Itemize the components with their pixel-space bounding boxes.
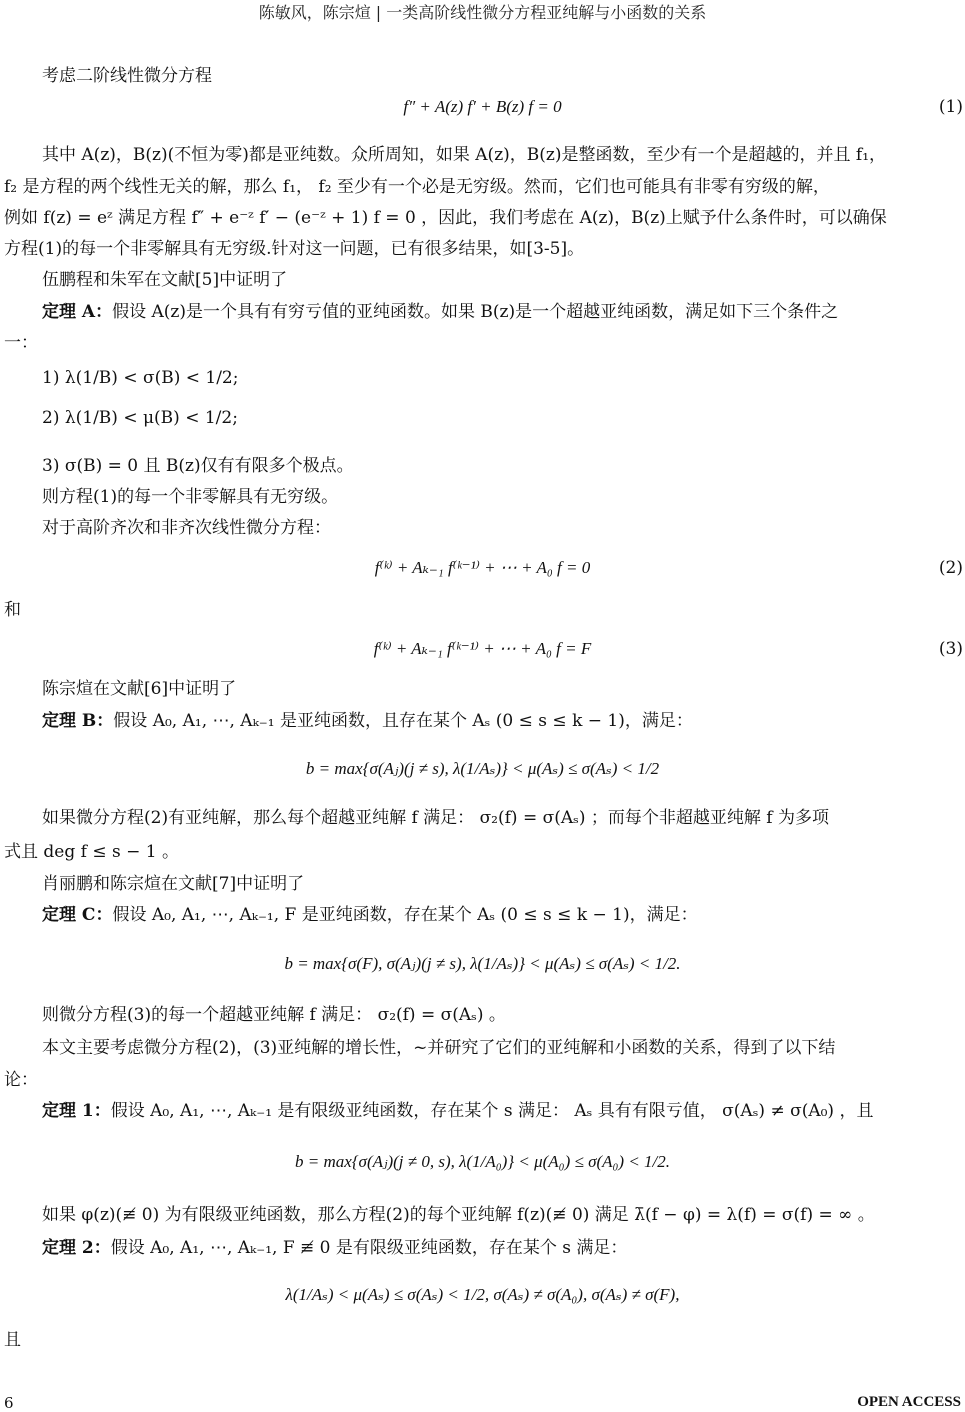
- text-line: [4, 1328, 961, 1352]
- line-text: 假设 A(z)是一个具有有穷亏值的亚纯函数。如果 B(z)是一个超越亚纯函数，满足如下三个条件之: [112, 302, 839, 322]
- line-text: 1) λ(1/B) < σ(B) < 1/2;: [42, 368, 239, 388]
- display-equation: f⁽ᵏ⁾ + Aₖ₋₁ f⁽ᵏ⁻¹⁾ + ⋯ + A₀ f = F: [373, 639, 592, 658]
- text-line: [4, 1099, 961, 1123]
- line-text: 本文主要考虑微分方程(2)，(3)亚纯解的增长性，~并研究了它们的亚纯解和小函数的关系，得到了以下结: [42, 1038, 836, 1058]
- text-line: [4, 143, 961, 167]
- theorem-label: 定理 2：: [42, 1238, 111, 1258]
- display-equation: f″ + A(z) f′ + B(z) f = 0: [403, 97, 562, 116]
- text-line: [4, 366, 961, 390]
- text-line: [4, 175, 961, 199]
- text-line: [4, 1068, 961, 1092]
- line-text: 则微分方程(3)的每一个超越亚纯解 f 满足： σ₂(f) = σ(Aₛ) 。: [42, 1005, 506, 1025]
- line-text: 假设 A₀, A₁, ⋯, Aₖ₋₁, F ≢ 0 是有限级亚纯函数，存在某个 s 满足：: [110, 1238, 628, 1258]
- text-line: [4, 872, 961, 896]
- display-equation: b = max{σ(Aⱼ)(j ≠ 0, s), λ(1/A₀)} < μ(A₀) ≤ σ(A₀) < 1/2.: [294, 1152, 671, 1171]
- text-line: [4, 598, 961, 622]
- line-text: 式且 deg f ≤ s − 1 。: [4, 842, 179, 862]
- line-text: 一：: [4, 333, 38, 353]
- text-line: [4, 64, 961, 88]
- page-number: 6: [4, 1394, 14, 1412]
- theorem-label: 定理 B：: [42, 711, 114, 731]
- line-text: 对于高阶齐次和非齐次线性微分方程：: [42, 518, 331, 538]
- running-header: 陈敏风，陈宗煊 | 一类高阶线性微分方程亚纯解与小函数的关系: [258, 3, 707, 22]
- text-line: [4, 1203, 961, 1227]
- display-equation: λ(1/Aₛ) < μ(Aₛ) ≤ σ(Aₛ) < 1/2, σ(Aₛ) ≠ σ(A₀), σ(Aₛ) ≠ σ(F),: [285, 1285, 680, 1304]
- line-text: 肖丽鹏和陈宗煊在文献[7]中证明了: [42, 874, 305, 894]
- line-text: 如果 φ(z)(≢ 0) 为有限级亚纯函数，那么方程(2)的每个亚纯解 f(z)(≢ 0) 满足 λ̄(f − φ) = λ(f) = σ(f) = ∞ 。: [42, 1205, 875, 1225]
- line-text: 例如 f(z) = eᶻ 满足方程 f″ + e⁻ᶻ f′ − (e⁻ᶻ + 1) f = 0 ，因此，我们考虑在 A(z)，B(z)上赋予什么条件时，可以确保: [4, 208, 887, 228]
- display-equation: b = max{σ(F), σ(Aⱼ)(j ≠ s), λ(1/Aₛ)} < μ(Aₛ) ≤ σ(Aₛ) < 1/2.: [284, 954, 681, 973]
- text-line: [4, 237, 961, 261]
- line-text: 假设 A₀, A₁, ⋯, Aₖ₋₁ 是亚纯函数，且存在某个 Aₛ (0 ≤ s ≤ k − 1)，满足：: [113, 711, 693, 731]
- line-text: 则方程(1)的每一个非零解具有无穷级。: [42, 487, 339, 507]
- text-line: [4, 485, 961, 509]
- line-text: 和: [4, 600, 21, 620]
- line-text: 假设 A₀, A₁, ⋯, Aₖ₋₁, F 是亚纯函数，存在某个 Aₛ (0 ≤ s ≤ k − 1)，满足：: [112, 905, 698, 925]
- text-line: [4, 300, 961, 324]
- line-text: 方程(1)的每一个非零解具有无穷级.针对这一问题，已有很多结果，如[3-5]。: [4, 239, 585, 259]
- text-line: [4, 1236, 961, 1260]
- line-text: 陈宗煊在文献[6]中证明了: [42, 679, 237, 699]
- open-access-label: OPEN ACCESS: [857, 1394, 961, 1410]
- line-text: 且: [4, 1330, 21, 1350]
- text-line: [4, 709, 961, 733]
- text-line: [4, 268, 961, 292]
- display-equation: f⁽ᵏ⁾ + Aₖ₋₁ f⁽ᵏ⁻¹⁾ + ⋯ + A₀ f = 0: [374, 558, 591, 577]
- text-line: [4, 206, 961, 230]
- line-text: 论：: [4, 1070, 38, 1090]
- text-line: [4, 516, 961, 540]
- line-text: 3) σ(B) = 0 且 B(z)仅有有限多个极点。: [42, 456, 354, 476]
- theorem-label: 定理 C：: [42, 905, 113, 925]
- theorem-label: 定理 A：: [42, 302, 113, 322]
- line-text: 2) λ(1/B) < μ(B) < 1/2;: [42, 408, 238, 428]
- text-line: [4, 806, 961, 830]
- theorem-label: 定理 1：: [42, 1101, 111, 1121]
- line-text: 如果微分方程(2)有亚纯解，那么每个超越亚纯解 f 满足： σ₂(f) = σ(Aₛ) ；而每个非超越亚纯解 f 为多项: [42, 808, 829, 828]
- line-text: 伍鹏程和朱军在文献[5]中证明了: [42, 270, 288, 290]
- display-equation: b = max{σ(Aⱼ)(j ≠ s), λ(1/Aₛ)} < μ(Aₛ) ≤ σ(Aₛ) < 1/2: [305, 759, 660, 778]
- text-line: [4, 677, 961, 701]
- text-line: [4, 1003, 961, 1027]
- equation-number: (3): [938, 639, 963, 659]
- line-text: 其中 A(z)，B(z)(不恒为零)都是亚纯数。众所周知，如果 A(z)，B(z)是整函数，至少有一个是超越的，并且 f₁，: [42, 145, 887, 165]
- line-text: 考虑二阶线性微分方程: [42, 66, 212, 86]
- text-line: [4, 331, 961, 355]
- text-line: [4, 1036, 961, 1060]
- line-text: f₂ 是方程的两个线性无关的解，那么 f₁， f₂ 至少有一个必是无穷级。然而，它们也可能具有非零有穷级的解，: [4, 177, 830, 197]
- text-line: [4, 903, 961, 927]
- text-line: [4, 406, 961, 430]
- equation-number: (2): [938, 558, 963, 578]
- equation-number: (1): [938, 97, 963, 117]
- text-line: [4, 454, 961, 478]
- text-line: [4, 840, 961, 864]
- line-text: 假设 A₀, A₁, ⋯, Aₖ₋₁ 是有限级亚纯函数，存在某个 s 满足： Aₛ 具有有限亏值， σ(Aₛ) ≠ σ(A₀) ，且: [110, 1101, 874, 1121]
